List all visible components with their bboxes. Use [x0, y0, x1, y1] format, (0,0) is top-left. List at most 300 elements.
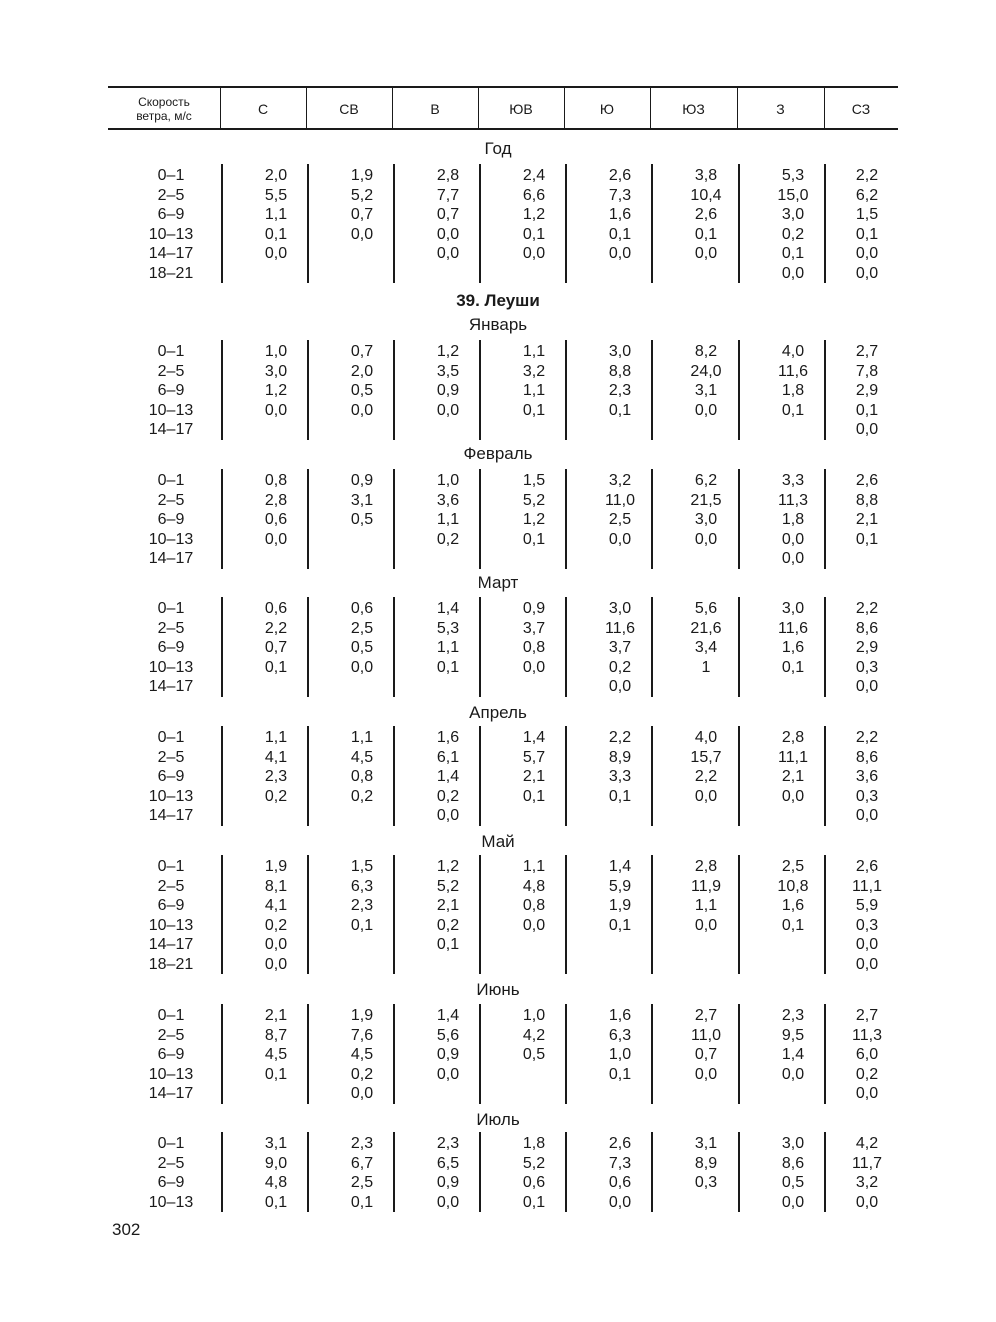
table-cell: 0,0 [694, 245, 718, 262]
speed-range-label: 2–5 [157, 1154, 185, 1172]
table-cell: 3,7 [608, 639, 632, 656]
table-cell: 1,2 [436, 858, 460, 875]
table-cell: 2,3 [350, 1135, 374, 1152]
column-divider [738, 164, 740, 283]
table-cell: 0,1 [694, 225, 718, 243]
station-title: 39. Леуши [456, 291, 540, 310]
column-divider [221, 1004, 223, 1104]
table-cell: 4,5 [350, 1046, 374, 1063]
speed-range-label: 14–17 [148, 1085, 194, 1102]
table-cell: 1,2 [264, 382, 288, 399]
table-cell: 0,6 [522, 1174, 546, 1191]
table-cell: 0,7 [264, 639, 288, 656]
table-cell: 5,7 [522, 748, 546, 766]
column-divider [393, 164, 395, 283]
header-top-rule [108, 86, 898, 88]
table-cell: 2,8 [436, 167, 460, 184]
table-cell: 0,0 [522, 245, 546, 262]
table-cell: 0,6 [608, 1174, 632, 1191]
table-cell: 2,6 [608, 167, 632, 184]
table-cell: 4,5 [264, 1046, 288, 1063]
table-cell: 2,4 [522, 167, 546, 184]
speed-header-line: ветра, м/с [136, 109, 192, 123]
table-cell: 3,0 [781, 206, 805, 223]
table-cell: 0,7 [350, 206, 374, 223]
section-title: Январь [468, 315, 528, 334]
speed-range-label: 10–13 [148, 401, 194, 419]
column-divider [565, 726, 567, 826]
table-cell: 15,0 [777, 186, 809, 204]
table-cell: 0,1 [522, 225, 546, 243]
table-cell: 6,2 [855, 186, 879, 204]
table-cell: 1,1 [264, 206, 288, 223]
direction-header: Ю [599, 101, 615, 117]
column-divider [565, 340, 567, 440]
table-cell: 0,0 [264, 245, 288, 262]
direction-header: З [776, 101, 785, 117]
table-cell: 1,4 [436, 600, 460, 617]
table-cell: 2,1 [436, 897, 460, 914]
speed-range-label: 14–17 [148, 936, 194, 953]
speed-range-label: 2–5 [157, 362, 185, 380]
section-title: Год [484, 139, 512, 158]
table-cell: 0,2 [436, 916, 460, 934]
section-title: Апрель [469, 703, 527, 722]
speed-range-label: 0–1 [157, 167, 185, 184]
column-divider [479, 1132, 481, 1212]
column-divider [393, 597, 395, 697]
speed-range-label: 10–13 [148, 1193, 194, 1211]
table-cell: 2,5 [350, 619, 374, 637]
column-divider [307, 164, 309, 283]
direction-header: СЗ [851, 101, 871, 117]
table-cell: 0,0 [781, 1193, 805, 1211]
speed-header-line: Скорость [138, 95, 190, 109]
table-cell: 1,0 [522, 1007, 546, 1024]
column-divider [651, 164, 653, 283]
table-cell: 3,0 [264, 362, 288, 380]
table-cell: 4,1 [264, 897, 288, 914]
speed-range-label: 10–13 [148, 787, 194, 805]
table-cell: 3,5 [436, 362, 460, 380]
speed-range-label: 14–17 [148, 550, 194, 567]
table-cell: 0,1 [522, 530, 546, 548]
speed-range-label: 0–1 [157, 729, 185, 746]
table-cell: 7,7 [436, 186, 460, 204]
table-cell: 1,9 [264, 858, 288, 875]
table-cell: 0,2 [608, 658, 632, 676]
table-cell: 3,2 [855, 1174, 879, 1191]
table-cell: 2,2 [694, 768, 718, 785]
direction-header: С [257, 101, 269, 117]
table-cell: 1,1 [436, 639, 460, 656]
table-cell: 0,0 [694, 1065, 718, 1083]
column-divider [221, 164, 223, 283]
speed-range-label: 18–21 [148, 955, 194, 973]
table-cell: 0,5 [522, 1046, 546, 1063]
table-cell: 0,0 [522, 916, 546, 934]
column-divider [738, 340, 740, 440]
table-cell: 1,2 [522, 206, 546, 223]
table-cell: 1,9 [350, 167, 374, 184]
table-cell: 4,5 [350, 748, 374, 766]
column-divider [824, 1132, 826, 1212]
table-cell: 2,1 [855, 511, 879, 528]
table-cell: 5,6 [694, 600, 718, 617]
table-cell: 3,1 [694, 1135, 718, 1152]
table-cell: 0,0 [855, 245, 879, 262]
speed-range-label: 10–13 [148, 225, 194, 243]
speed-range-label: 6–9 [157, 1046, 185, 1063]
table-cell: 1,4 [522, 729, 546, 746]
table-cell: 0,0 [522, 658, 546, 676]
table-cell: 0,9 [436, 382, 460, 399]
speed-range-label: 0–1 [157, 1007, 185, 1024]
column-divider [565, 164, 567, 283]
table-cell: 4,2 [522, 1026, 546, 1044]
table-cell: 0,5 [350, 639, 374, 656]
table-cell: 7,8 [855, 362, 879, 380]
table-cell: 15,7 [690, 748, 722, 766]
table-cell: 0,0 [855, 264, 879, 282]
table-cell: 0,0 [694, 530, 718, 548]
table-cell: 7,6 [350, 1026, 374, 1044]
table-cell: 3,1 [264, 1135, 288, 1152]
table-cell: 2,3 [264, 768, 288, 785]
table-cell: 0,2 [781, 225, 805, 243]
table-cell: 5,6 [436, 1026, 460, 1044]
table-cell: 3,0 [781, 1135, 805, 1152]
table-cell: 0,3 [694, 1174, 718, 1191]
column-divider [221, 855, 223, 974]
table-cell: 1,0 [608, 1046, 632, 1063]
table-cell: 1,8 [781, 382, 805, 399]
table-cell: 2,3 [781, 1007, 805, 1024]
table-cell: 0,0 [436, 225, 460, 243]
table-cell: 1,0 [264, 343, 288, 360]
column-divider [738, 1132, 740, 1212]
table-cell: 0,0 [694, 787, 718, 805]
page-number: 302 [112, 1220, 141, 1239]
table-cell: 2,0 [350, 362, 374, 380]
table-cell: 0,1 [350, 1193, 374, 1211]
speed-range-label: 10–13 [148, 916, 194, 934]
table-cell: 3,1 [350, 491, 374, 509]
speed-range-label: 10–13 [148, 658, 194, 676]
table-cell: 2,3 [608, 382, 632, 399]
table-cell: 0,1 [350, 916, 374, 934]
column-divider [651, 1004, 653, 1104]
column-divider [393, 855, 395, 974]
table-cell: 0,7 [694, 1046, 718, 1063]
speed-range-label: 2–5 [157, 748, 185, 766]
table-cell: 0,1 [264, 658, 288, 676]
table-cell: 0,0 [264, 530, 288, 548]
table-cell: 0,0 [855, 1193, 879, 1211]
column-divider [565, 855, 567, 974]
speed-range-label: 14–17 [148, 678, 194, 695]
table-cell: 2,6 [855, 472, 879, 489]
table-cell: 7,3 [608, 1154, 632, 1172]
table-cell: 5,2 [436, 877, 460, 895]
table-cell: 0,0 [436, 807, 460, 824]
table-cell: 6,3 [608, 1026, 632, 1044]
table-cell: 0,0 [855, 678, 879, 695]
table-cell: 0,9 [436, 1046, 460, 1063]
table-cell: 1,1 [522, 382, 546, 399]
table-cell: 2,9 [855, 382, 879, 399]
table-cell: 0,3 [855, 658, 879, 676]
table-cell: 1,9 [608, 897, 632, 914]
table-cell: 0,8 [522, 639, 546, 656]
table-cell: 8,9 [608, 748, 632, 766]
table-cell: 9,0 [264, 1154, 288, 1172]
table-cell: 1,5 [350, 858, 374, 875]
speed-range-label: 0–1 [157, 1135, 185, 1152]
table-cell: 3,8 [694, 167, 718, 184]
table-cell: 6,3 [350, 877, 374, 895]
speed-range-label: 10–13 [148, 1065, 194, 1083]
direction-header: ЮВ [509, 101, 533, 117]
table-cell: 1,4 [436, 1007, 460, 1024]
column-divider [393, 1132, 395, 1212]
table-cell: 5,2 [522, 491, 546, 509]
column-divider [479, 597, 481, 697]
column-divider [307, 469, 309, 569]
table-cell: 5,2 [350, 186, 374, 204]
table-cell: 3,1 [694, 382, 718, 399]
table-cell: 0,1 [608, 916, 632, 934]
column-divider [393, 469, 395, 569]
table-cell: 11,9 [691, 877, 721, 895]
table-cell: 11,0 [605, 491, 635, 509]
column-divider [307, 1132, 309, 1212]
section-title: Март [477, 573, 519, 592]
table-cell: 11,3 [852, 1026, 882, 1044]
column-divider [824, 597, 826, 697]
table-cell: 0,0 [264, 955, 288, 973]
table-cell: 0,8 [350, 768, 374, 785]
table-cell: 6,6 [522, 186, 546, 204]
column-divider [824, 855, 826, 974]
speed-range-label: 18–21 [148, 264, 194, 282]
column-divider [221, 469, 223, 569]
column-divider [393, 340, 395, 440]
speed-range-label: 0–1 [157, 343, 185, 360]
speed-range-label: 2–5 [157, 1026, 185, 1044]
table-cell: 1,4 [436, 768, 460, 785]
table-cell: 10,8 [777, 877, 809, 895]
table-cell: 2,8 [781, 729, 805, 746]
table-cell: 0,6 [264, 600, 288, 617]
table-cell: 0,9 [522, 600, 546, 617]
table-cell: 0,1 [608, 1065, 632, 1083]
table-cell: 3,0 [694, 511, 718, 528]
section-title: Июль [476, 1110, 520, 1129]
column-divider [824, 469, 826, 569]
table-cell: 1,1 [522, 858, 546, 875]
table-cell: 2,3 [350, 897, 374, 914]
table-cell: 0,0 [350, 1085, 374, 1102]
table-cell: 11,6 [605, 619, 635, 637]
table-cell: 0,0 [608, 245, 632, 262]
table-cell: 0,1 [855, 530, 879, 548]
table-cell: 2,5 [350, 1174, 374, 1191]
table-cell: 5,9 [608, 877, 632, 895]
table-cell: 3,0 [608, 343, 632, 360]
table-cell: 2,0 [264, 167, 288, 184]
table-cell: 1,8 [522, 1135, 546, 1152]
table-cell: 0,5 [350, 382, 374, 399]
table-cell: 3,7 [522, 619, 546, 637]
table-cell: 0,6 [264, 511, 288, 528]
table-cell: 2,6 [855, 858, 879, 875]
table-cell: 0,1 [608, 225, 632, 243]
table-cell: 0,1 [781, 245, 805, 262]
table-cell: 1,0 [436, 472, 460, 489]
table-cell: 0,0 [694, 401, 718, 419]
table-cell: 0,0 [855, 421, 879, 438]
table-cell: 2,7 [694, 1007, 718, 1024]
table-cell: 8,7 [264, 1026, 288, 1044]
table-cell: 0,0 [608, 530, 632, 548]
table-cell: 2,3 [436, 1135, 460, 1152]
speed-range-label: 6–9 [157, 206, 185, 223]
table-cell: 7,3 [608, 186, 632, 204]
table-cell: 1,5 [522, 472, 546, 489]
table-cell: 11,6 [778, 362, 808, 380]
table-cell: 8,8 [608, 362, 632, 380]
table-cell: 5,9 [855, 897, 879, 914]
speed-range-label: 0–1 [157, 600, 185, 617]
table-cell: 4,0 [781, 343, 805, 360]
table-cell: 0,1 [522, 1193, 546, 1211]
table-cell: 1,6 [608, 206, 632, 223]
table-cell: 4,8 [522, 877, 546, 895]
table-cell: 8,2 [694, 343, 718, 360]
speed-range-label: 6–9 [157, 511, 185, 528]
column-divider [565, 1004, 567, 1104]
table-cell: 1,1 [350, 729, 374, 746]
table-cell: 4,2 [855, 1135, 879, 1152]
table-cell: 0,0 [608, 1193, 632, 1211]
header-bottom-rule [108, 128, 898, 130]
column-divider [479, 726, 481, 826]
column-divider [651, 340, 653, 440]
column-divider [307, 340, 309, 440]
column-divider [307, 1004, 309, 1104]
column-divider [307, 726, 309, 826]
table-cell: 9,5 [781, 1026, 805, 1044]
table-cell: 3,6 [855, 768, 879, 785]
table-cell: 2,5 [781, 858, 805, 875]
table-cell: 3,3 [608, 768, 632, 785]
column-divider [651, 1132, 653, 1212]
column-divider [738, 597, 740, 697]
table-cell: 0,7 [350, 343, 374, 360]
table-cell: 1,1 [694, 897, 718, 914]
table-cell: 8,6 [781, 1154, 805, 1172]
table-cell: 1,6 [608, 1007, 632, 1024]
table-cell: 2,5 [608, 511, 632, 528]
table-cell: 11,1 [852, 877, 882, 895]
table-cell: 0,0 [855, 1085, 879, 1102]
table-cell: 0,1 [608, 787, 632, 805]
table-cell: 2,7 [855, 1007, 879, 1024]
table-cell: 0,0 [781, 530, 805, 548]
table-cell: 8,6 [855, 748, 879, 766]
column-divider [824, 726, 826, 826]
table-cell: 0,1 [781, 916, 805, 934]
table-cell: 0,8 [522, 897, 546, 914]
table-cell: 1,1 [522, 343, 546, 360]
table-cell: 1,6 [781, 639, 805, 656]
table-cell: 3,0 [781, 600, 805, 617]
speed-range-label: 2–5 [157, 186, 185, 204]
table-cell: 24,0 [690, 362, 722, 380]
table-cell: 4,8 [264, 1174, 288, 1191]
table-cell: 0,1 [855, 225, 879, 243]
table-cell: 3,0 [608, 600, 632, 617]
table-cell: 0,5 [781, 1174, 805, 1191]
table-cell: 3,6 [436, 491, 460, 509]
table-cell: 8,8 [855, 491, 879, 509]
column-divider [565, 597, 567, 697]
column-divider [221, 726, 223, 826]
direction-header: ЮЗ [682, 101, 705, 117]
column-divider [565, 469, 567, 569]
table-cell: 8,9 [694, 1154, 718, 1172]
table-cell: 2,1 [781, 768, 805, 785]
table-cell: 1,9 [350, 1007, 374, 1024]
speed-range-label: 10–13 [148, 530, 194, 548]
table-cell: 3,2 [522, 362, 546, 380]
table-cell: 0,2 [436, 530, 460, 548]
table-cell: 0,0 [855, 807, 879, 824]
table-cell: 0,0 [855, 936, 879, 953]
table-cell: 2,1 [522, 768, 546, 785]
column-divider [221, 1132, 223, 1212]
table-cell: 0,1 [436, 658, 460, 676]
section-title: Февраль [463, 444, 533, 463]
table-cell: 21,5 [690, 491, 722, 509]
column-divider [651, 597, 653, 697]
table-cell: 3,4 [694, 639, 718, 656]
table-cell: 21,6 [690, 619, 722, 637]
table-cell: 1,5 [855, 206, 879, 223]
table-cell: 2,9 [855, 639, 879, 656]
table-cell: 0,2 [264, 916, 288, 934]
direction-header: СВ [339, 101, 359, 117]
table-cell: 4,0 [694, 729, 718, 746]
table-cell: 5,5 [264, 186, 288, 204]
table-cell: 0,2 [264, 787, 288, 805]
table-cell: 5,3 [436, 619, 460, 637]
table-cell: 8,1 [264, 877, 288, 895]
table-cell: 0,0 [436, 401, 460, 419]
table-cell: 0,0 [781, 787, 805, 805]
table-cell: 5,3 [781, 167, 805, 184]
table-cell: 0,1 [781, 401, 805, 419]
column-divider [393, 726, 395, 826]
speed-range-label: 0–1 [157, 858, 185, 875]
table-cell: 2,6 [608, 1135, 632, 1152]
table-cell: 0,1 [608, 401, 632, 419]
speed-range-label: 14–17 [148, 421, 194, 438]
column-divider [824, 340, 826, 440]
column-divider [738, 726, 740, 826]
speed-range-label: 2–5 [157, 619, 185, 637]
